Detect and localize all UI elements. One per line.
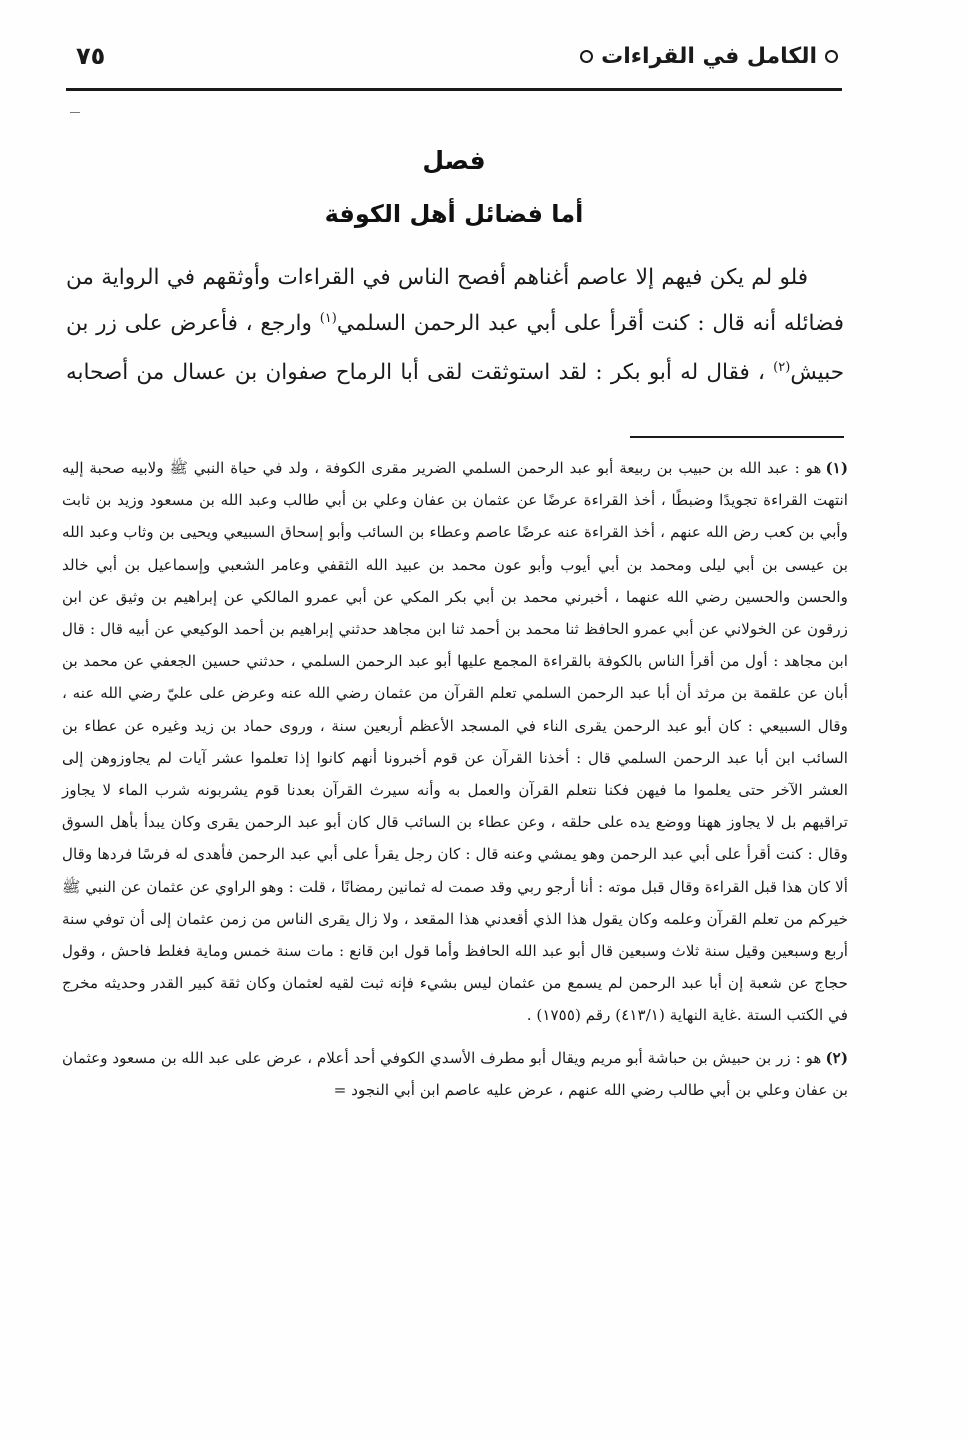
footnote-ref-2[interactable]: (٢) bbox=[773, 360, 791, 375]
print-speck bbox=[70, 112, 80, 113]
body-text: وارجع ، فأعرض على زر بن حبيش bbox=[66, 311, 844, 385]
body-text: فلو لم يكن فيهم إلا عاصم أغناهم أفصح الناس في القراءات وأوثقهم في الرواية من فضائله أنه قال : كنت أقرأ على أبي عبد الرحمن السلمي bbox=[66, 265, 844, 336]
footnote-number: (٢) bbox=[825, 1048, 848, 1067]
footnote-separator bbox=[630, 436, 844, 438]
footnote-ref-1[interactable]: (١) bbox=[319, 311, 337, 326]
subsection-heading: أما فضائل أهل الكوفة bbox=[324, 200, 584, 228]
running-title bbox=[580, 44, 838, 69]
footnote-1 bbox=[62, 452, 848, 1032]
footnote-text: هو : زر بن حبيش بن حباشة أبو مريم ويقال أبو مطرف الأسدي الكوفي أحد أعلام ، عرض على عبد الله بن مسعود وعثمان بن عفان وعلي بن أبي طالب رضي الله عنهم ، عرض عليه عاصم ابن أبي النجود = bbox=[62, 1048, 848, 1099]
footnote-number: (١) bbox=[825, 459, 848, 477]
header-rule bbox=[66, 88, 842, 91]
footnote-text: هو : عبد الله بن حبيب بن ربيعة أبو عبد الرحمن السلمي الضرير مقرى الكوفة ، ولد في حياة النبي ﷺ ولابيه صحبة إليه انتهت القراءة تجويدًا وضبطًا ، أخذ القراءة عرضًا عن عثمان بن عفان وعلي بن أبي طالب وعبد الله بن مسعود وزيد بن ثابت وأبي بن كعب رض الله عنهم ، أخذ القراءة عنه عرضًا عاصم وعطاء بن السائب وأبو إسحاق السبيعي ويحيى بن وثاب وعبد الله بن عيسى بن أبي ليلى ومحمد بن أبي أيوب وأبو عون محمد بن عبيد الله الثقفي وعامر الشعبي وإسماعيل بن أبي خالد والحسن والحسين رضي الله عنهما ، أخبرني محمد بن أبي بكر المكي عن أبي عمرو المالكي عن إبراهيم بن وثيق عن ابن زرقون عن الخولاني عن أبي عمرو الحافظ ثنا محمد بن أحمد ثنا ابن مجاهد حدثني إبراهيم بن أحمد الوكيعي عن أبيه قال : قال ابن مجاهد : أول من أقرأ الناس بالكوفة بالقراءة المجمع عليها أبو عبد الرحمن السلمي ، حدثني حسين الجعفي عن محمد بن أبان عن علقمة بن مرثد أن أبا عبد الرحمن السلمي تعلم القرآن من عثمان رضي الله عنه وعرض على عليّ رضي الله عنه ، وقال السبيعي : كان أبو عبد الرحمن يقرى الناء في المسجد الأعظم أربعين سنة ، وروى حماد بن زيد وغيره عن عطاء بن السائب ابن أبا عبد الرحمن السلمي قال : أخذنا القرآن عن قوم أخبرونا أنهم كانوا إذا تعلموا عشر آيات لم يجاوزوهن إلى العشر الآخر حتى يعلموا ما فيهن فكنا نتعلم القرآن والعمل به وأنه سيرث القرآن بعدنا قوم يشربونه شرب الماء لا يجاوز تراقيهم بل لا يجاوز ههنا ووضع يده على حلقه ، وعن عطاء بن السائب قال كان أبو عبد الرحمن يقرى وكان يبدأ بأهل السوق وقال : كنت أقرأ على أبي عبد الرحمن وهو يمشي وعنه قال : كان رجل يقرأ على أبي عبد الرحمن فأهدى له فرسًا فردها وقال ألا كان هذا قبل القراءة وقال قبل موته : أنا أرجو ربي وقد صمت له ثمانين رمضانًا ، قلت : وهو الراوي عن عثمان عن النبي ﷺ خيركم من تعلم القرآن وعلمه وكان يقول هذا الذي أقعدني هذا المقعد ، ولا زال يقرى الناس من زمن عثمان إلى أن توفي سنة أربع وسبعين وقيل سنة ثلاث وسبعين قال أبو عبد الله الحافظ وأما قول ابن قانع : مات سنة خمس وماية فغلط فاحش ، وقول حجاج عن شعبة إن أبا عبد الرحمن لم يسمع من عثمان ليس بشيء فإنه ثبت لقيه لعثمان وكان ثقة كبير القدر وحديثه مخرج في الكتب الستة .غاية النهاية (٤١٣/١) رقم (١٧٥٥) . bbox=[62, 459, 848, 1025]
body-text: ، فقال له أبو بكر : لقد استوثقت لقى أبا الرماح صفوان بن عسال من أصحابه bbox=[66, 360, 774, 385]
circle-ornament-icon bbox=[580, 50, 593, 63]
main-text bbox=[66, 255, 844, 399]
page-number: ٧٥ bbox=[76, 42, 106, 70]
section-heading: فصل bbox=[422, 146, 486, 175]
circle-ornament-icon bbox=[825, 50, 838, 63]
running-title-text: الكامل في القراءات bbox=[601, 44, 817, 69]
footnote-2 bbox=[62, 1042, 848, 1106]
body-paragraph bbox=[66, 255, 844, 399]
running-header bbox=[62, 38, 842, 82]
footnotes bbox=[62, 452, 848, 1106]
